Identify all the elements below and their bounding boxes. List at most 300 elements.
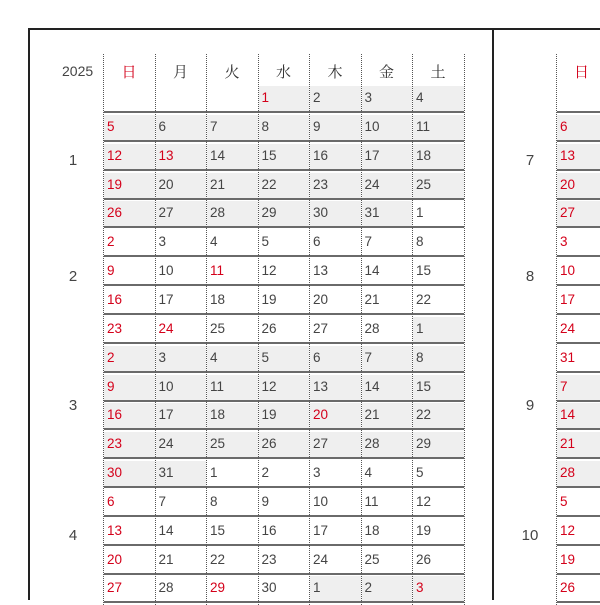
day-number: 14 xyxy=(364,378,380,394)
day-cell xyxy=(413,346,464,371)
day-number: 25 xyxy=(416,176,432,192)
day-number: 15 xyxy=(416,378,432,394)
week-row-line xyxy=(557,573,600,575)
panel-divider xyxy=(492,28,494,600)
day-cell xyxy=(156,548,207,573)
day-cell xyxy=(557,201,600,226)
day-cell xyxy=(259,548,310,573)
day-cell xyxy=(207,144,258,169)
day-number: 11 xyxy=(210,378,225,394)
weekday-header: 土 xyxy=(430,64,446,81)
day-cell xyxy=(557,259,600,284)
day-cell xyxy=(362,548,413,573)
day-number: 4 xyxy=(364,465,373,481)
day-cell xyxy=(259,375,310,400)
day-number: 3 xyxy=(313,465,321,481)
day-cell xyxy=(413,144,464,169)
day-number: 31 xyxy=(560,349,576,365)
day-number: 28 xyxy=(210,205,226,221)
day-cell xyxy=(259,490,310,515)
day-cell xyxy=(104,548,155,573)
day-number: 1 xyxy=(261,90,270,105)
week-row-line xyxy=(557,111,600,113)
day-cell xyxy=(259,230,310,255)
month-label: 2 xyxy=(68,267,78,285)
day-number: 16 xyxy=(261,522,277,538)
day-number: 12 xyxy=(261,378,277,394)
column-separator xyxy=(412,54,413,605)
week-row-line xyxy=(104,140,464,142)
day-cell xyxy=(104,461,155,486)
week-row-line xyxy=(104,371,464,373)
day-number: 19 xyxy=(261,291,277,307)
day-cell xyxy=(413,115,464,140)
day-number: 5 xyxy=(416,465,424,481)
week-row-line xyxy=(557,515,600,517)
day-cell xyxy=(207,201,258,226)
day-number: 20 xyxy=(313,291,329,307)
day-number: 13 xyxy=(313,378,329,394)
week-row-line xyxy=(557,400,600,402)
day-number: 30 xyxy=(313,205,329,221)
day-cell xyxy=(413,375,464,400)
page-border-left xyxy=(28,28,30,600)
day-cell xyxy=(104,432,155,457)
day-cell xyxy=(104,259,155,284)
day-number: 17 xyxy=(364,147,380,163)
day-number: 7 xyxy=(560,378,568,394)
day-cell xyxy=(156,86,207,111)
day-number: 20 xyxy=(560,176,576,192)
week-row-line xyxy=(104,111,464,113)
day-cell xyxy=(156,201,207,226)
day-cell xyxy=(207,375,258,400)
day-number: 7 xyxy=(364,349,373,365)
week-row-line xyxy=(557,313,600,315)
day-cell xyxy=(310,201,361,226)
day-cell xyxy=(156,432,207,457)
day-number: 27 xyxy=(560,205,576,221)
day-cell xyxy=(207,576,258,601)
day-cell xyxy=(362,461,413,486)
day-number: 23 xyxy=(261,551,277,567)
day-cell xyxy=(557,461,600,486)
day-cell xyxy=(207,548,258,573)
day-cell xyxy=(156,461,207,486)
day-cell xyxy=(557,519,600,544)
week-row-line xyxy=(104,544,464,546)
day-cell xyxy=(362,403,413,428)
day-cell xyxy=(259,115,310,140)
day-number: 10 xyxy=(364,118,380,134)
day-cell xyxy=(156,519,207,544)
day-number: 28 xyxy=(364,436,380,452)
day-cell xyxy=(557,403,600,428)
day-cell xyxy=(413,490,464,515)
day-number: 18 xyxy=(210,407,226,423)
day-cell xyxy=(557,317,600,342)
day-number: 14 xyxy=(210,147,226,163)
day-cell xyxy=(156,230,207,255)
day-number: 2 xyxy=(261,465,270,481)
day-number: 26 xyxy=(261,320,277,336)
day-cell xyxy=(310,490,361,515)
day-number: 3 xyxy=(158,349,167,365)
day-cell xyxy=(207,432,258,457)
weekday-header: 木 xyxy=(327,64,343,81)
day-number: 6 xyxy=(107,493,115,509)
day-cell xyxy=(310,86,361,111)
day-cell xyxy=(362,375,413,400)
day-cell xyxy=(310,375,361,400)
day-number: 13 xyxy=(107,522,123,538)
day-number: 12 xyxy=(416,493,432,509)
week-row-line xyxy=(104,400,464,402)
day-number: 4 xyxy=(210,349,218,365)
day-cell xyxy=(413,519,464,544)
day-number: 1 xyxy=(313,580,321,596)
day-cell xyxy=(557,490,600,515)
day-cell xyxy=(207,317,258,342)
day-number: 5 xyxy=(107,118,115,134)
day-number: 11 xyxy=(364,493,379,509)
day-cell xyxy=(207,346,258,371)
day-cell xyxy=(207,403,258,428)
day-cell xyxy=(156,115,207,140)
day-cell xyxy=(413,86,464,111)
day-number: 31 xyxy=(364,205,380,221)
day-cell xyxy=(259,519,310,544)
day-number: 23 xyxy=(313,176,329,192)
day-cell xyxy=(259,259,310,284)
day-number: 17 xyxy=(313,522,329,538)
day-cell xyxy=(259,144,310,169)
page-border-top xyxy=(28,28,600,30)
week-row-line xyxy=(104,457,464,459)
day-cell xyxy=(156,375,207,400)
day-cell xyxy=(310,403,361,428)
week-row-line xyxy=(557,342,600,344)
day-cell xyxy=(413,230,464,255)
day-cell xyxy=(413,461,464,486)
day-number: 13 xyxy=(313,263,329,279)
column-separator xyxy=(556,54,557,605)
day-cell xyxy=(310,230,361,255)
day-cell xyxy=(207,490,258,515)
day-number: 15 xyxy=(210,522,226,538)
day-number: 17 xyxy=(158,291,174,307)
day-cell xyxy=(557,375,600,400)
day-number: 13 xyxy=(158,147,174,163)
day-cell xyxy=(156,259,207,284)
day-cell xyxy=(557,144,600,169)
week-row-line xyxy=(104,255,464,257)
day-number: 10 xyxy=(158,263,174,279)
day-number: 6 xyxy=(313,349,321,365)
day-number: 24 xyxy=(158,436,174,452)
day-number: 24 xyxy=(364,176,380,192)
day-cell xyxy=(104,144,155,169)
day-number: 12 xyxy=(261,263,277,279)
day-number: 28 xyxy=(560,465,576,481)
day-number: 1 xyxy=(416,320,424,336)
weekday-header: 月 xyxy=(172,64,188,81)
day-cell xyxy=(207,115,258,140)
day-number: 22 xyxy=(416,407,432,423)
week-row-line xyxy=(104,284,464,286)
day-number: 18 xyxy=(416,147,432,163)
day-number: 20 xyxy=(107,551,123,567)
day-number: 3 xyxy=(364,90,373,105)
day-number: 6 xyxy=(560,118,568,134)
day-number: 24 xyxy=(313,551,329,567)
day-number: 21 xyxy=(364,291,380,307)
day-number: 12 xyxy=(107,147,123,163)
day-cell xyxy=(207,230,258,255)
day-number: 6 xyxy=(313,234,321,250)
day-number: 26 xyxy=(560,580,576,596)
day-number: 8 xyxy=(261,118,270,134)
day-number: 15 xyxy=(261,147,277,163)
day-number: 2 xyxy=(107,234,115,250)
day-cell xyxy=(259,173,310,198)
day-cell xyxy=(207,288,258,313)
day-number: 24 xyxy=(560,320,576,336)
weekday-header: 金 xyxy=(378,64,394,81)
day-number: 16 xyxy=(107,407,123,423)
day-cell xyxy=(310,259,361,284)
day-number: 25 xyxy=(364,551,380,567)
day-cell xyxy=(259,317,310,342)
column-separator xyxy=(155,54,156,605)
day-number: 2 xyxy=(364,580,373,596)
day-number: 27 xyxy=(107,580,123,596)
weekday-header: 日 xyxy=(573,64,589,81)
day-number: 26 xyxy=(261,436,277,452)
day-cell xyxy=(156,346,207,371)
day-cell xyxy=(156,288,207,313)
day-number: 29 xyxy=(261,205,277,221)
day-number: 19 xyxy=(261,407,277,423)
day-cell xyxy=(104,317,155,342)
day-number: 9 xyxy=(107,263,115,279)
day-cell xyxy=(362,115,413,140)
day-cell xyxy=(362,519,413,544)
day-cell xyxy=(557,115,600,140)
day-cell xyxy=(156,173,207,198)
day-cell xyxy=(362,201,413,226)
week-row-line xyxy=(104,342,464,344)
month-label: 8 xyxy=(525,267,535,285)
day-number: 1 xyxy=(210,465,218,481)
day-number: 28 xyxy=(158,580,174,596)
day-number: 26 xyxy=(416,551,432,567)
day-cell xyxy=(362,259,413,284)
week-row-line xyxy=(557,601,600,603)
month-label: 1 xyxy=(68,152,78,170)
day-number: 24 xyxy=(158,320,174,336)
day-number: 22 xyxy=(416,291,432,307)
day-number: 20 xyxy=(158,176,174,192)
day-number: 15 xyxy=(416,263,432,279)
day-cell xyxy=(557,86,600,111)
day-number: 10 xyxy=(313,493,329,509)
day-cell xyxy=(259,346,310,371)
day-cell xyxy=(104,346,155,371)
day-cell xyxy=(207,519,258,544)
weekday-header: 日 xyxy=(121,64,137,81)
day-cell xyxy=(156,317,207,342)
column-separator xyxy=(361,54,362,605)
day-number: 7 xyxy=(364,234,373,250)
day-cell xyxy=(310,461,361,486)
day-cell xyxy=(156,403,207,428)
day-number: 19 xyxy=(560,551,576,567)
day-cell xyxy=(104,115,155,140)
day-cell xyxy=(362,230,413,255)
day-cell xyxy=(557,432,600,457)
day-number: 3 xyxy=(560,234,568,250)
day-number: 27 xyxy=(313,436,329,452)
week-row-line xyxy=(557,198,600,200)
day-cell xyxy=(259,432,310,457)
column-separator xyxy=(309,54,310,605)
day-cell xyxy=(557,346,600,371)
day-cell xyxy=(362,432,413,457)
day-cell xyxy=(557,173,600,198)
week-row-line xyxy=(557,226,600,228)
week-row-line xyxy=(104,486,464,488)
day-number: 21 xyxy=(560,436,576,452)
day-number: 4 xyxy=(210,234,218,250)
day-number: 8 xyxy=(210,493,218,509)
week-row-line xyxy=(557,428,600,430)
day-cell xyxy=(362,317,413,342)
day-number: 25 xyxy=(210,320,226,336)
day-cell xyxy=(413,576,464,601)
week-row-line xyxy=(104,573,464,575)
day-number: 10 xyxy=(560,263,576,279)
day-number: 14 xyxy=(364,263,380,279)
day-cell xyxy=(310,548,361,573)
week-row-line xyxy=(104,601,464,603)
day-cell xyxy=(557,548,600,573)
day-cell xyxy=(557,576,600,601)
day-number: 1 xyxy=(416,205,424,221)
day-number: 14 xyxy=(158,522,174,538)
day-cell xyxy=(104,230,155,255)
day-number: 22 xyxy=(261,176,277,192)
day-number: 2 xyxy=(313,90,321,105)
day-cell xyxy=(557,288,600,313)
day-number: 17 xyxy=(560,291,576,307)
day-cell xyxy=(362,576,413,601)
day-number: 23 xyxy=(107,320,123,336)
day-cell xyxy=(557,230,600,255)
day-cell xyxy=(310,346,361,371)
week-row-line xyxy=(557,140,600,142)
day-number: 6 xyxy=(158,118,167,134)
day-number: 19 xyxy=(107,176,123,192)
day-cell xyxy=(156,144,207,169)
day-cell xyxy=(310,576,361,601)
day-cell xyxy=(104,375,155,400)
day-cell xyxy=(104,490,155,515)
month-label: 7 xyxy=(525,152,535,170)
month-label: 10 xyxy=(521,527,539,545)
day-cell xyxy=(207,86,258,111)
day-number: 3 xyxy=(158,234,167,250)
column-separator xyxy=(206,54,207,605)
day-cell xyxy=(362,490,413,515)
month-label: 4 xyxy=(68,527,78,545)
day-cell xyxy=(104,201,155,226)
day-cell xyxy=(310,115,361,140)
day-number: 12 xyxy=(560,522,576,538)
day-number: 22 xyxy=(210,551,226,567)
day-number: 8 xyxy=(416,349,424,365)
day-number: 11 xyxy=(210,263,225,279)
day-number: 5 xyxy=(261,234,270,250)
day-number: 3 xyxy=(416,580,424,596)
week-row-line xyxy=(557,255,600,257)
day-cell xyxy=(104,173,155,198)
day-number: 4 xyxy=(416,90,424,105)
day-cell xyxy=(413,288,464,313)
day-cell xyxy=(104,86,155,111)
day-cell xyxy=(259,86,310,111)
day-number: 18 xyxy=(364,522,380,538)
day-number: 30 xyxy=(107,465,123,481)
week-row-line xyxy=(557,457,600,459)
month-label: 3 xyxy=(68,397,78,415)
day-cell xyxy=(413,403,464,428)
day-cell xyxy=(104,403,155,428)
day-number: 17 xyxy=(158,407,174,423)
week-row-line xyxy=(104,515,464,517)
day-cell xyxy=(310,519,361,544)
day-number: 21 xyxy=(210,176,226,192)
day-number: 21 xyxy=(364,407,380,423)
week-row-line xyxy=(104,313,464,315)
day-cell xyxy=(413,201,464,226)
day-number: 29 xyxy=(416,436,432,452)
day-cell xyxy=(156,490,207,515)
day-cell xyxy=(310,317,361,342)
column-separator xyxy=(103,54,104,605)
day-cell xyxy=(104,519,155,544)
week-row-line xyxy=(557,486,600,488)
day-cell xyxy=(413,259,464,284)
day-number: 21 xyxy=(158,551,174,567)
weekday-header: 火 xyxy=(224,64,240,81)
day-number: 7 xyxy=(210,118,218,134)
column-separator xyxy=(258,54,259,605)
day-cell xyxy=(362,144,413,169)
day-number: 9 xyxy=(261,493,270,509)
day-number: 28 xyxy=(364,320,380,336)
month-label: 9 xyxy=(525,397,535,415)
week-row-line xyxy=(557,169,600,171)
day-cell xyxy=(104,576,155,601)
day-cell xyxy=(104,288,155,313)
week-row-line xyxy=(104,428,464,430)
day-cell xyxy=(207,461,258,486)
day-number: 27 xyxy=(158,205,174,221)
week-row-line xyxy=(557,284,600,286)
day-number: 23 xyxy=(107,436,123,452)
weekday-header: 水 xyxy=(275,64,291,81)
